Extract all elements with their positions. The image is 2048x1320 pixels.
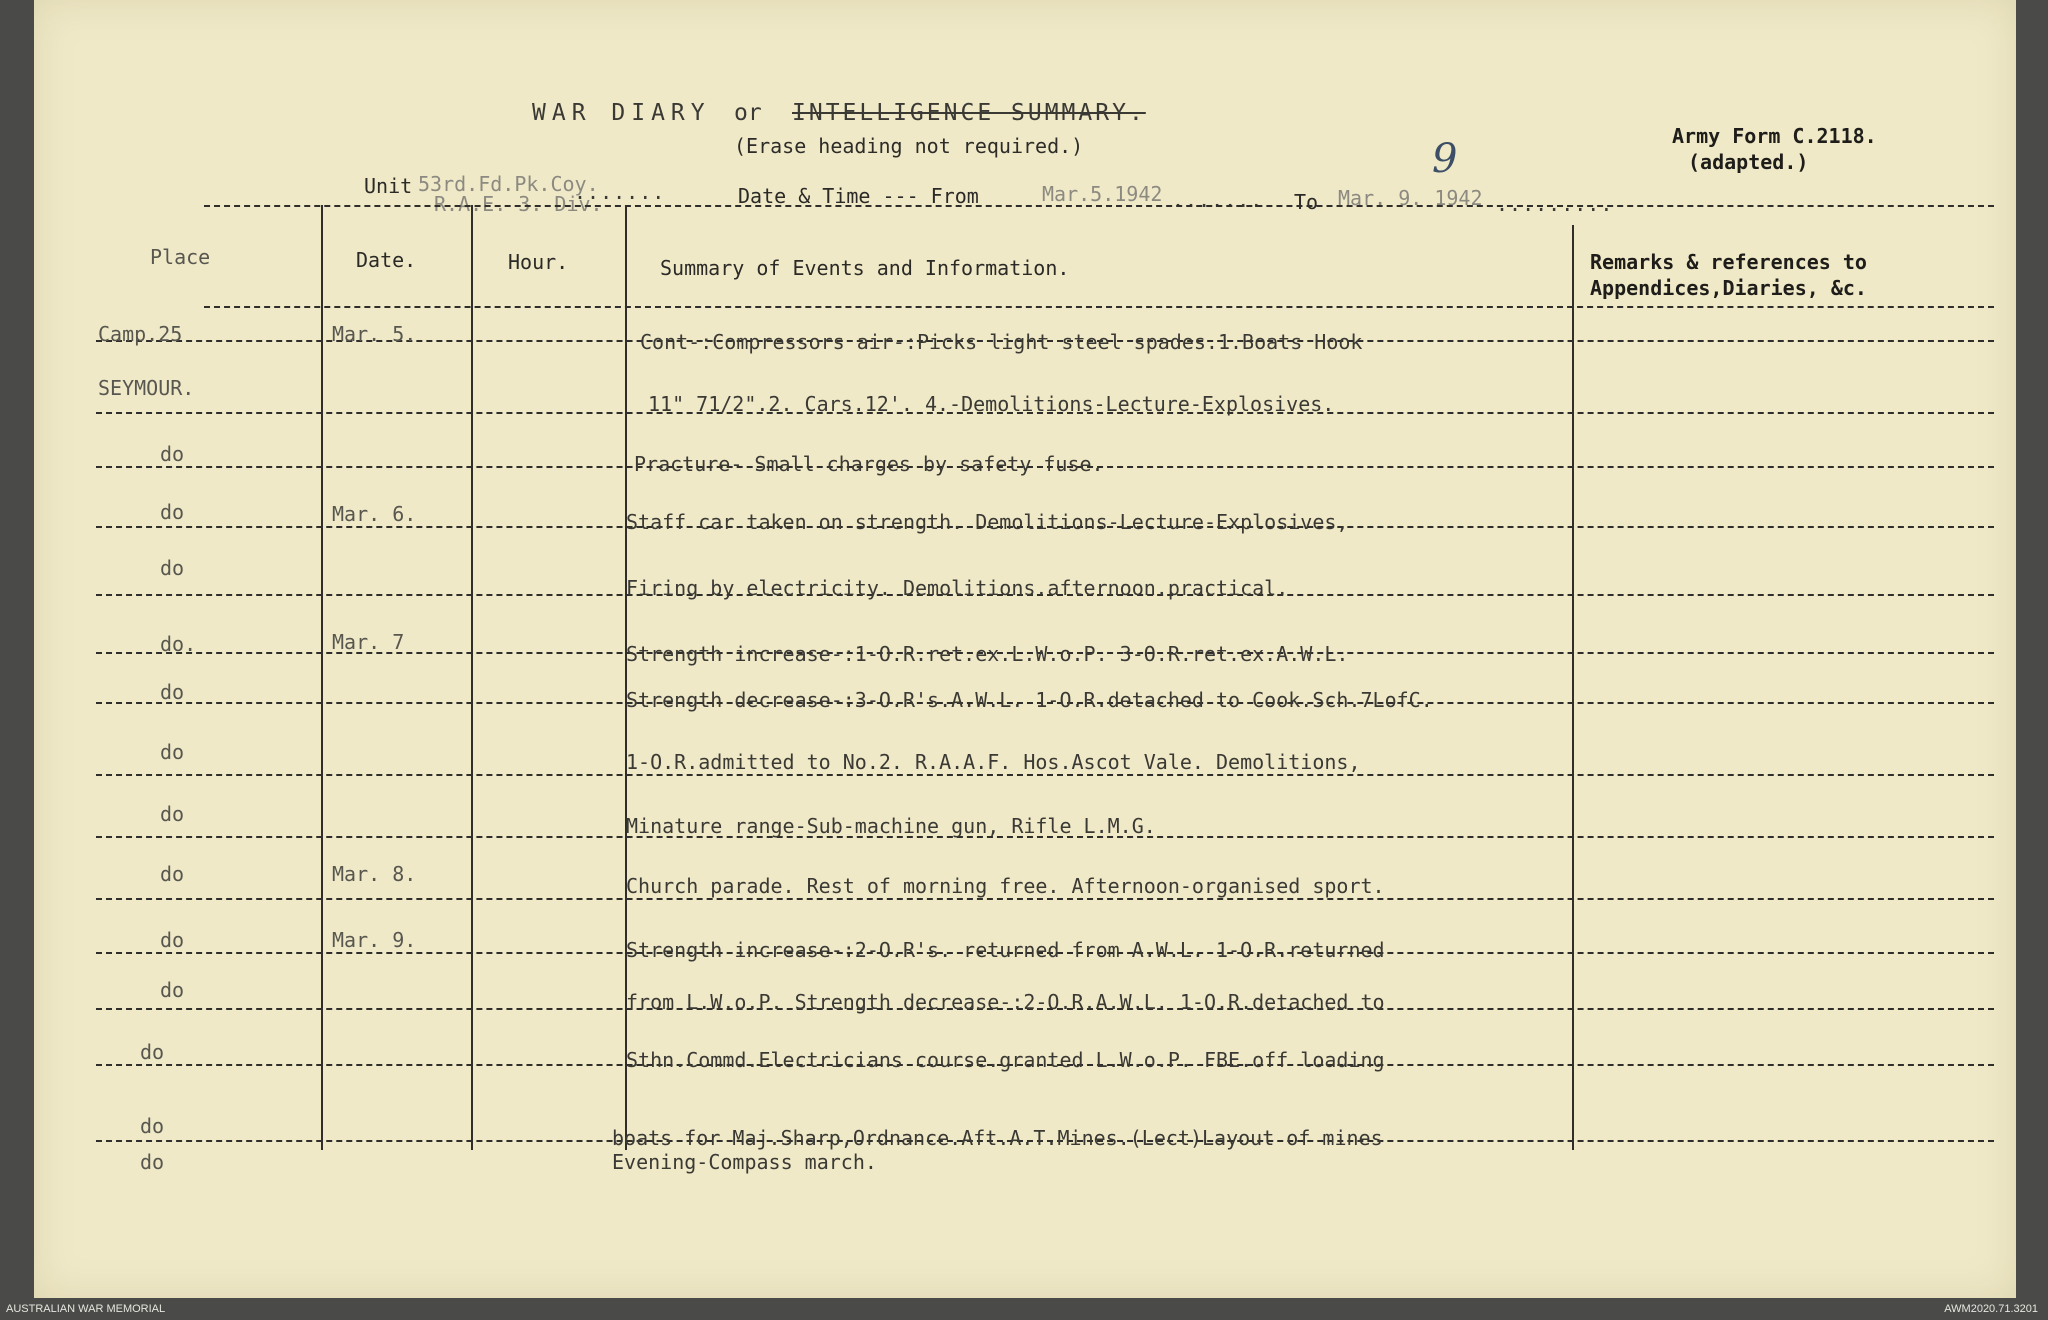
row-summary: Church parade. Rest of morning free. Afternoon-organised sport.: [626, 874, 1385, 898]
col-header-remarks-line1: Remarks & references to: [1590, 250, 1867, 274]
row-summary: Sthn.Commd.Electricians course.granted L.W.o.P. FBE.off loading: [626, 1048, 1385, 1072]
row-summary: Strength increase-:1-O.R.ret.ex.L.W.o.P. 3-O.R.ret.ex.A.W.L.: [626, 642, 1349, 666]
row-summary: Staff car taken on strength. Demolitions-Lecture-Explosives,: [626, 510, 1349, 534]
row-place: do: [140, 1040, 165, 1064]
diary-title: WAR DIARY: [532, 100, 711, 126]
col-header-place: Place: [150, 245, 211, 269]
col-header-hour: Hour.: [508, 250, 569, 274]
row-place: do: [160, 442, 185, 466]
struck-title: INTELLIGENCE SUMMARY.: [792, 100, 1146, 126]
footer-reference: AWM2020.71.3201: [1944, 1303, 2038, 1315]
row-separator: [96, 774, 1994, 776]
army-form-label: Army Form C.2118.: [1672, 124, 1877, 148]
row-date: Mar. 7: [332, 630, 405, 654]
row-place: do: [160, 556, 185, 580]
row-date: Mar. 6.: [332, 502, 417, 526]
row-date: Mar. 9.: [332, 928, 417, 952]
form-adapted-note: (adapted.): [1688, 150, 1809, 174]
col-header-remarks-line2: Appendices,Diaries, &c.: [1590, 276, 1867, 300]
to-date-value: Mar. 9. 1942: [1338, 186, 1483, 210]
col-header-summary: Summary of Events and Information.: [660, 256, 1070, 280]
unit-value-line2: R.A.E. 3. Div.: [434, 192, 603, 216]
row-place: do: [160, 802, 185, 826]
row-summary: 11" 71/2".2. Cars.12'. 4.-Demolitions-Lecture-Explosives.: [648, 392, 1335, 416]
row-place: do: [160, 978, 185, 1002]
diary-page: [34, 0, 2016, 1298]
unit-value: 53rd.Fd.Pk.Coy.: [418, 172, 599, 196]
footer-institution: AUSTRALIAN WAR MEMORIAL: [6, 1303, 166, 1315]
row-summary: Strength decrease-:3-O.R's.A.W.L. 1-O.R.detached to Cook.Sch.7LofC.: [626, 688, 1433, 712]
or-word: or: [734, 100, 762, 126]
summary-remarks-divider: [1572, 225, 1574, 1150]
row-summary: Minature range-Sub-machine gun, Rifle L.M.G.: [626, 814, 1156, 838]
date-time-label: Date & Time --- From: [738, 184, 979, 208]
row-place: do: [160, 500, 185, 524]
row-place: do: [140, 1114, 165, 1138]
row-summary: from L.W.o.P. Strength decrease-:2-O.R.A.W.L. 1-O.R.detached to: [626, 990, 1385, 1014]
row-summary: Practure- Small charges by safety fuse.: [634, 452, 1104, 476]
row-place: do: [140, 1150, 165, 1174]
row-place: Camp.25: [98, 322, 183, 346]
archive-footer: [0, 1301, 2048, 1320]
row-date: Mar. 8.: [332, 862, 417, 886]
row-summary: Strength increase-:2-O.R's. returned from A.W.L. 1-O.R.returned: [626, 938, 1385, 962]
row-place: do.: [160, 632, 197, 656]
row-summary: Firing by electricity. Demolitions.afternoon.practical.: [626, 576, 1289, 600]
row-place: do: [160, 740, 185, 764]
row-date: Mar. 5.: [332, 322, 417, 346]
unit-leader-dots: .......: [574, 180, 666, 204]
row-place: do: [160, 680, 185, 704]
to-label: To: [1294, 190, 1319, 214]
erase-note: (Erase heading not required.): [734, 134, 1084, 158]
row-place: do: [160, 928, 185, 952]
row-place: SEYMOUR.: [98, 376, 195, 400]
handwritten-page-number: 9: [1432, 136, 1458, 182]
row-summary: Cont-:Compressors air-:Picks light steel spades.1.Boats Hook: [640, 330, 1363, 354]
to-leader-dots: .........: [1496, 192, 1614, 216]
unit-label: Unit: [364, 174, 413, 198]
row-summary: Evening-Compass march.: [612, 1150, 877, 1174]
row-place: do: [160, 862, 185, 886]
row-separator: [96, 898, 1994, 900]
row-summary: 1-O.R.admitted to No.2. R.A.A.F. Hos.Ascot Vale. Demolitions,: [626, 750, 1361, 774]
row-summary: boats for Maj.Sharp,Ordnance.Aft.A.T.Mines.(Lect)Layout of mines: [612, 1126, 1383, 1150]
col-header-date: Date.: [356, 248, 417, 272]
from-leader-dots: .......: [1172, 188, 1264, 212]
from-date-value: Mar.5.1942: [1042, 182, 1163, 206]
